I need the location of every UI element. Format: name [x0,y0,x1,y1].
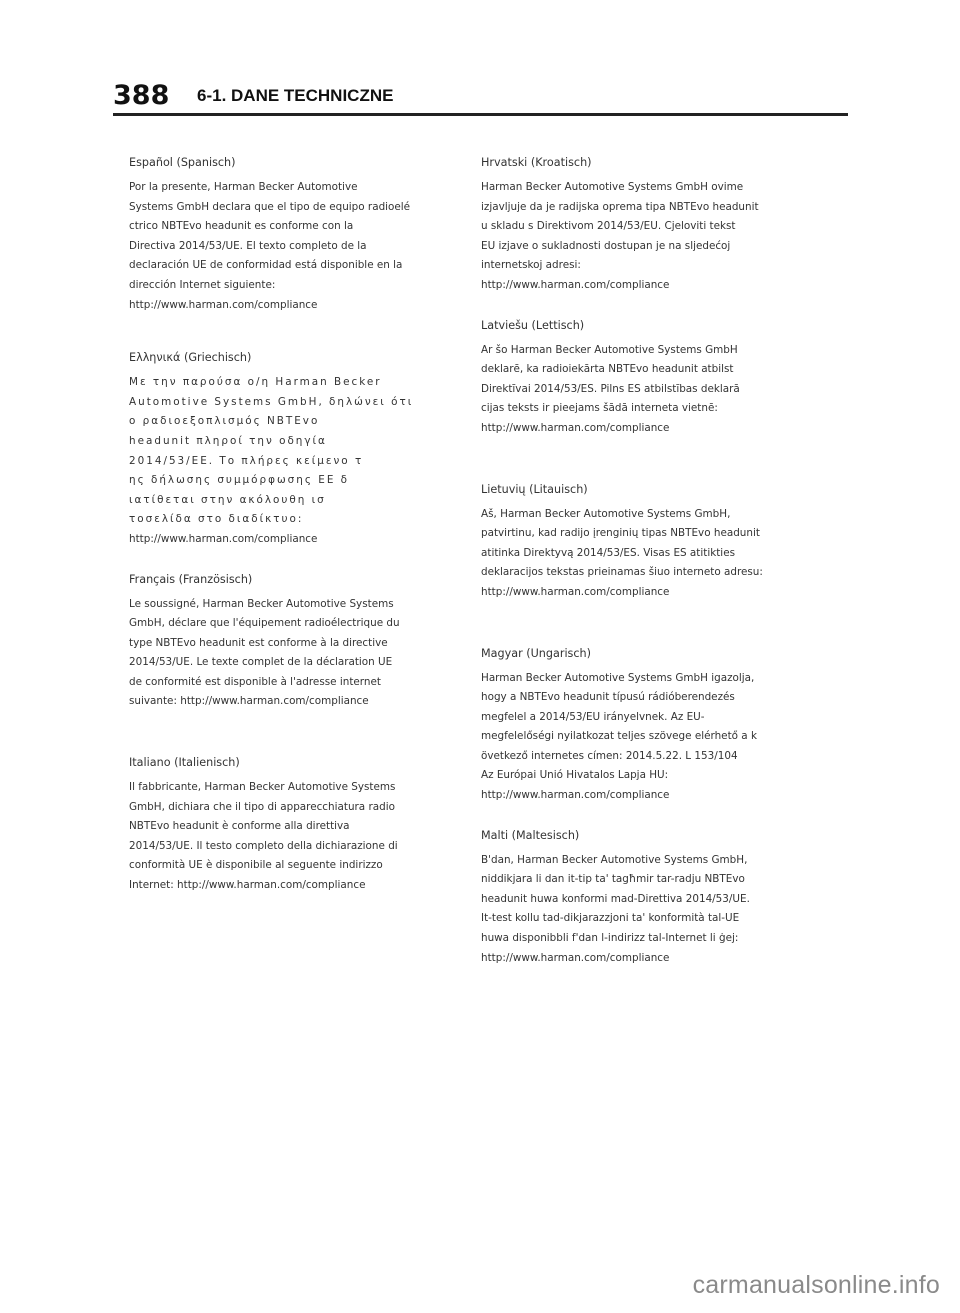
text-line: http://www.harman.com/compliance [481,421,670,434]
section-title: Hrvatski (Kroatisch) [481,156,592,169]
header-rule [113,113,848,116]
text-line: http://www.harman.com/compliance [481,789,670,802]
section-title: Lietuvių (Litauisch) [481,482,588,496]
text-line: Direktīvai 2014/53/ES. Pilns ES atbilstības deklarā [481,382,740,395]
text-line: ιατίθεται στην ακόλουθη ισ [129,493,326,506]
text-line: ctrico NBTEvo headunit es conforme con la [129,220,354,233]
text-line: Automotive Systems GmbH, δηλώνει ότι [129,395,414,408]
text-line: Harman Becker Automotive Systems GmbH ovime [481,181,744,193]
section-spanish [129,152,464,315]
text-line: Directiva 2014/53/UE. El texto completo de la [129,239,367,252]
text-line: niddikjara li dan it-tip ta' tagħmir tar-radju NBTEvo [481,873,745,886]
section-body [129,595,464,713]
section-greek [129,347,464,549]
text-line: NBTEvo headunit è conforme alla direttiva [129,820,350,833]
text-line: dirección Internet siguiente: [129,278,276,291]
section-body [129,373,464,549]
text-line: GmbH, déclare que l'équipement radioélectrique du [129,617,400,630]
right-column [481,152,821,968]
text-line: EU izjave o sukladnosti dostupan je na sljedećoj [481,239,731,252]
text-line: Internet: http://www.harman.com/compliance [129,879,366,892]
text-line: patvirtinu, kad radijo įrenginių tipas NBTEvo headunit [481,527,760,540]
text-line: It-test kollu tad-dikjarazzjoni ta' konformità tal-UE [481,912,740,925]
text-line: Systems GmbH declara que el tipo de equipo radioelé [129,200,411,213]
text-line: 2014/53/UE. Le texte complet de la déclaration UE [129,656,393,669]
chapter-title: 6-1. DANE TECHNICZNE [197,86,394,105]
section-croatian [481,152,821,296]
section-title: Magyar (Ungarisch) [481,646,591,660]
text-line: Aš, Harman Becker Automotive Systems GmbH, [481,507,731,520]
text-line: http://www.harman.com/compliance [481,278,670,291]
text-line: internetskoj adresi: [481,259,581,272]
section-body [481,669,821,806]
left-column [129,152,464,896]
text-line: huwa disponibbli f'dan l-indirizz tal-Internet li ġej: [481,932,739,945]
text-line: Ar šo Harman Becker Automotive Systems GmbH [481,343,738,356]
section-body [481,505,821,603]
page-number: 388 [113,80,170,111]
text-line: B'dan, Harman Becker Automotive Systems GmbH, [481,853,748,866]
section-lithuanian [481,479,821,603]
section-hungarian [481,643,821,806]
section-maltese [481,825,821,969]
text-line: http://www.harman.com/compliance [129,298,318,311]
text-line: izjavljuje da je radijska oprema tipa NBTEvo headunit [481,200,759,213]
section-body [481,341,821,439]
text-line: suivante: http://www.harman.com/compliance [129,695,369,708]
text-line: Harman Becker Automotive Systems GmbH igazolja, [481,671,755,684]
text-line: Με την παρούσα ο/η Harman Becker [129,376,382,389]
text-line: Le soussigné, Harman Becker Automotive Systems [129,597,394,610]
text-line: de conformité est disponible à l'adresse internet [129,675,381,688]
section-body [129,178,464,315]
text-line: ο ραδιοεξοπλισμός NBTEvo [129,415,320,428]
text-line: 2014/53/UE. Il testo completo della dichiarazione di [129,839,398,852]
text-line: hogy a NBTEvo headunit típusú rádióberendezés [481,691,735,704]
section-body [129,778,464,896]
text-line: megfelel a 2014/53/EU irányelvnek. Az EU- [481,710,705,723]
text-line: declaración UE de conformidad está disponible en la [129,259,403,272]
text-line: GmbH, dichiara che il tipo di apparecchiatura radio [129,800,395,813]
text-line: Il fabbricante, Harman Becker Automotive Systems [129,781,396,794]
text-line: atitinka Direktyvą 2014/53/ES. Visas ES atitikties [481,546,735,559]
text-line: u skladu s Direktivom 2014/53/EU. Cjeloviti tekst [481,220,736,233]
text-line: Az Európai Unió Hivatalos Lapja HU: [481,769,669,782]
section-title: Latviešu (Lettisch) [481,318,585,332]
text-line: megfelelőségi nyilatkozat teljes szövege elérhető a k [481,730,757,743]
text-line: deklaracijos tekstas prieinamas šiuo interneto adresu: [481,566,763,579]
text-line: Por la presente, Harman Becker Automotive [129,181,358,193]
text-line: http://www.harman.com/compliance [481,585,670,598]
text-line: övetkező internetes címen: 2014.5.22. L 153/104 [481,749,738,762]
section-latvian [481,315,821,439]
text-line: τοσελίδα στο διαδίκτυο: [129,513,304,526]
text-line: type NBTEvo headunit est conforme à la directive [129,636,388,649]
section-body [481,851,821,969]
text-line: headunit huwa konformi mad-Direttiva 2014/53/UE. [481,892,750,905]
section-french [129,569,464,713]
text-line: ης δήλωσης συμμόρφωσης ΕΕ δ [129,474,350,487]
section-title: Ελληνικά (Griechisch) [129,351,252,365]
text-line: http://www.harman.com/compliance [129,532,318,545]
watermark-logo: carmanualsonline.info [692,1271,940,1299]
section-italian [129,752,464,896]
page-header [113,80,848,132]
text-line: deklarē, ka radioiekārta NBTEvo headunit atbilst [481,363,734,376]
section-title: Français (Französisch) [129,572,253,586]
section-title: Malti (Maltesisch) [481,828,580,842]
text-line: http://www.harman.com/compliance [481,951,670,964]
section-title: Español (Spanisch) [129,156,236,169]
text-line: 2014/53/ΕΕ. Το πλήρες κείμενο τ [129,454,364,467]
text-line: headunit πληροί την οδηγία [129,434,327,447]
section-body [481,178,821,296]
section-title: Italiano (Italienisch) [129,756,240,770]
text-line: conformità UE è disponibile al seguente indirizzo [129,859,383,872]
text-line: cijas teksts ir pieejams šādā interneta vietnē: [481,402,718,415]
